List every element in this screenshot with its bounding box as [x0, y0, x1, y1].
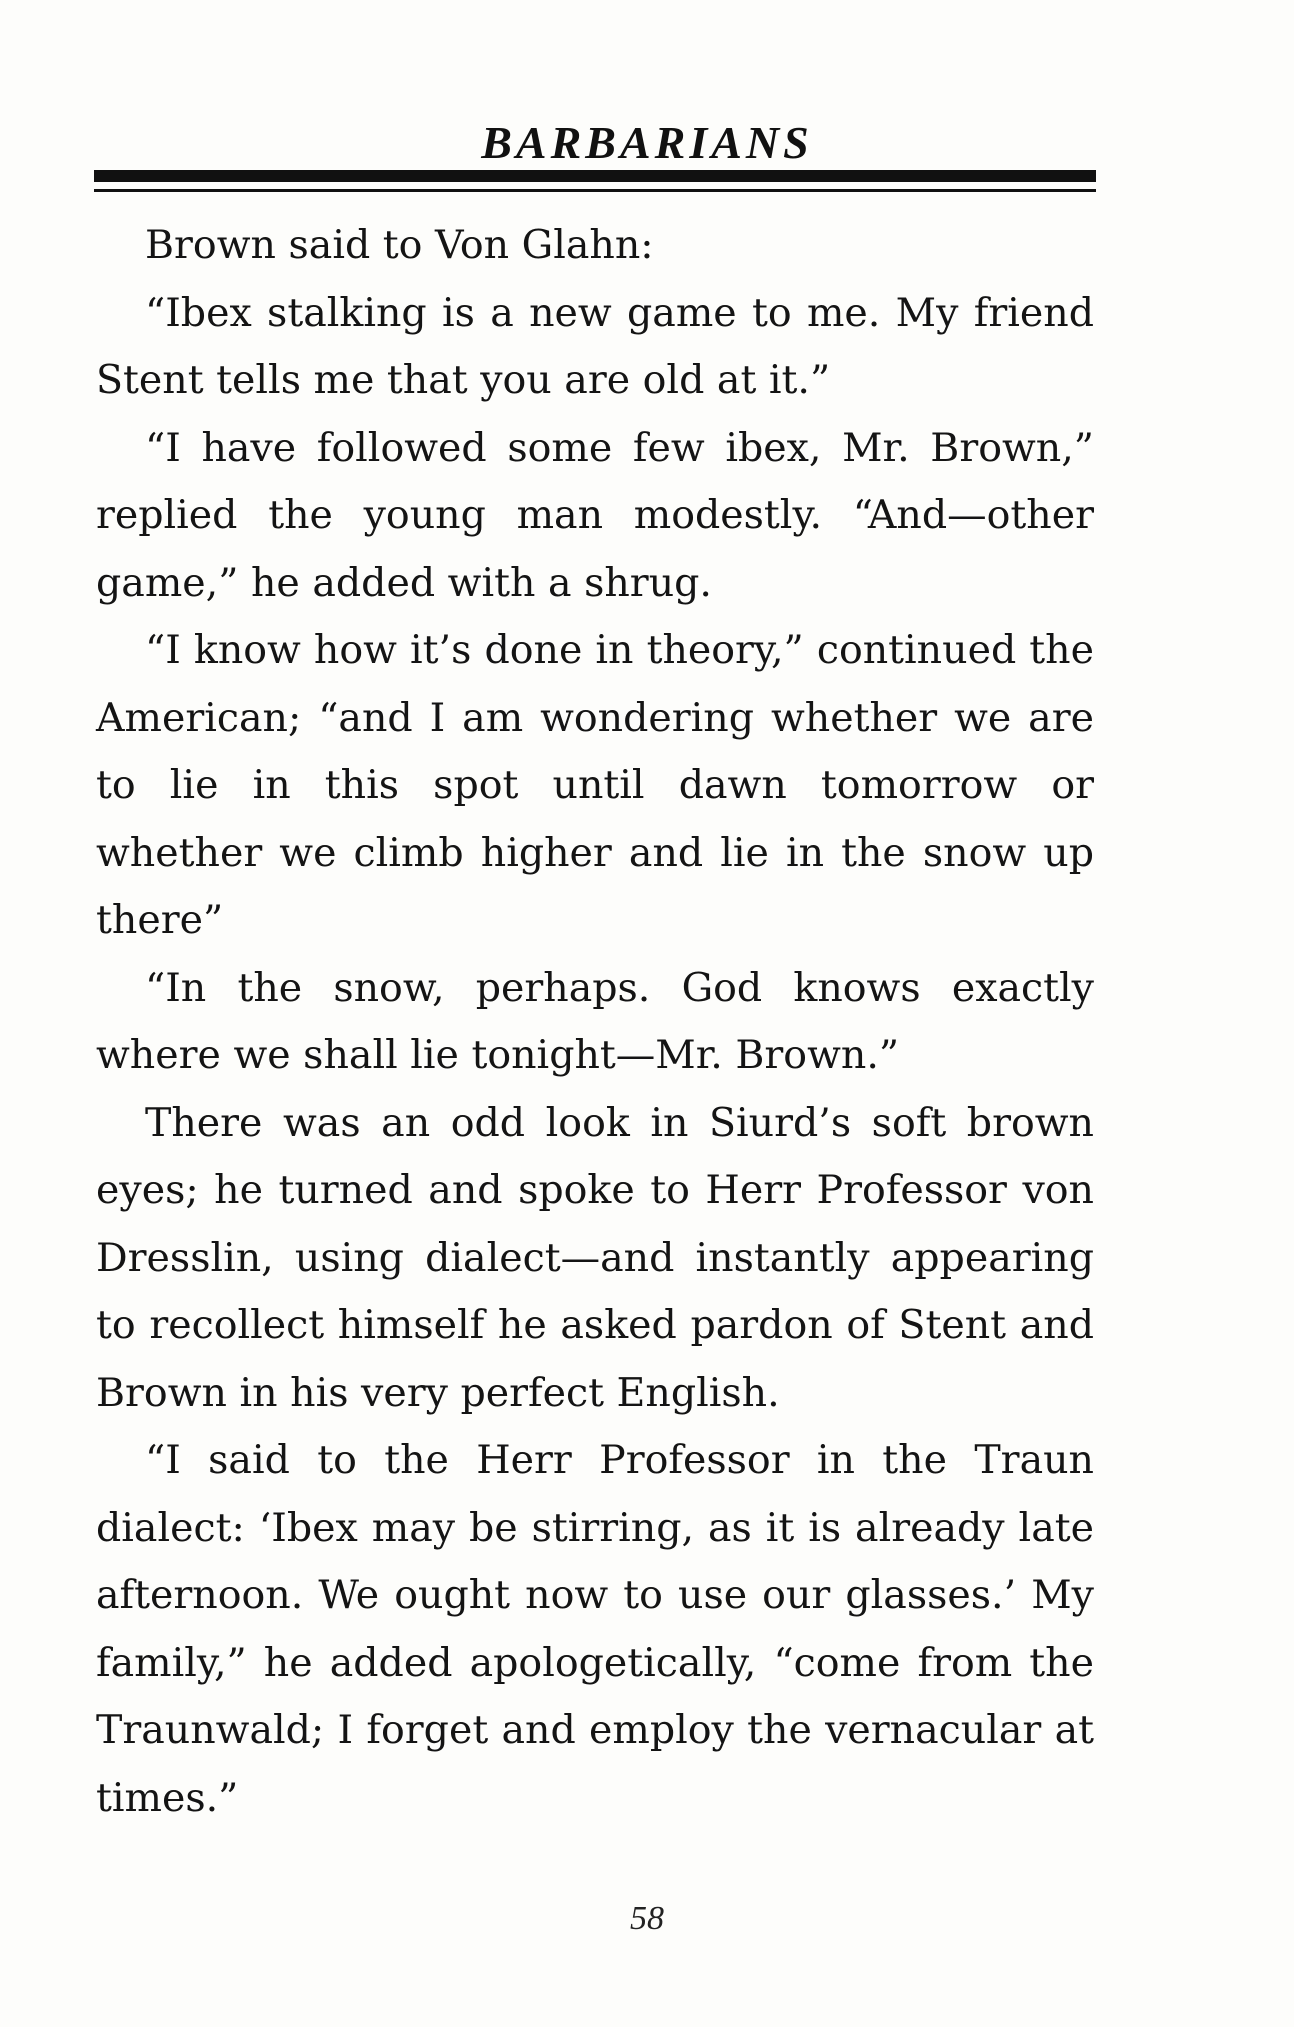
paragraph: “I said to the Herr Professor in the Traun dialect: ‘Ibex may be stirring, as it is already late afternoon. We ought now to use our glasses.’ My family,” he added apologetically, “come from the Traunwald; I forget and employ the vernacular at times.”: [96, 1437, 1094, 1821]
paragraph: “I know how it’s done in theory,” continued the American; “and I am wondering whether we are to lie in this spot until dawn tomorrow or whether we climb higher and lie in the snow up there”: [96, 627, 1094, 943]
running-title: BARBARIANS: [481, 117, 813, 168]
body-text: [96, 212, 1094, 1832]
paragraph: Brown said to Von Glahn:: [145, 222, 654, 268]
page-number: 58: [630, 1900, 664, 1937]
header-rule-thin: [94, 189, 1096, 192]
paragraph: There was an odd look in Siurd’s soft brown eyes; he turned and spoke to Herr Professor von Dresslin, using dialect—and instantly appearing to recollect himself he asked pardon of Stent and Brown in his very perfect English.: [96, 1099, 1094, 1416]
paragraph: “Ibex stalking is a new game to me. My friend Stent tells me that you are old at it.”: [96, 289, 1094, 403]
paragraph: “In the snow, perhaps. God knows exactly where we shall lie tonight—Mr. Brown.”: [96, 964, 1094, 1078]
paragraph: “I have followed some few ibex, Mr. Brown,” replied the young man modestly. “And—other game,” he added with a shrug.: [96, 424, 1094, 606]
header-rule-thick: [94, 170, 1096, 182]
